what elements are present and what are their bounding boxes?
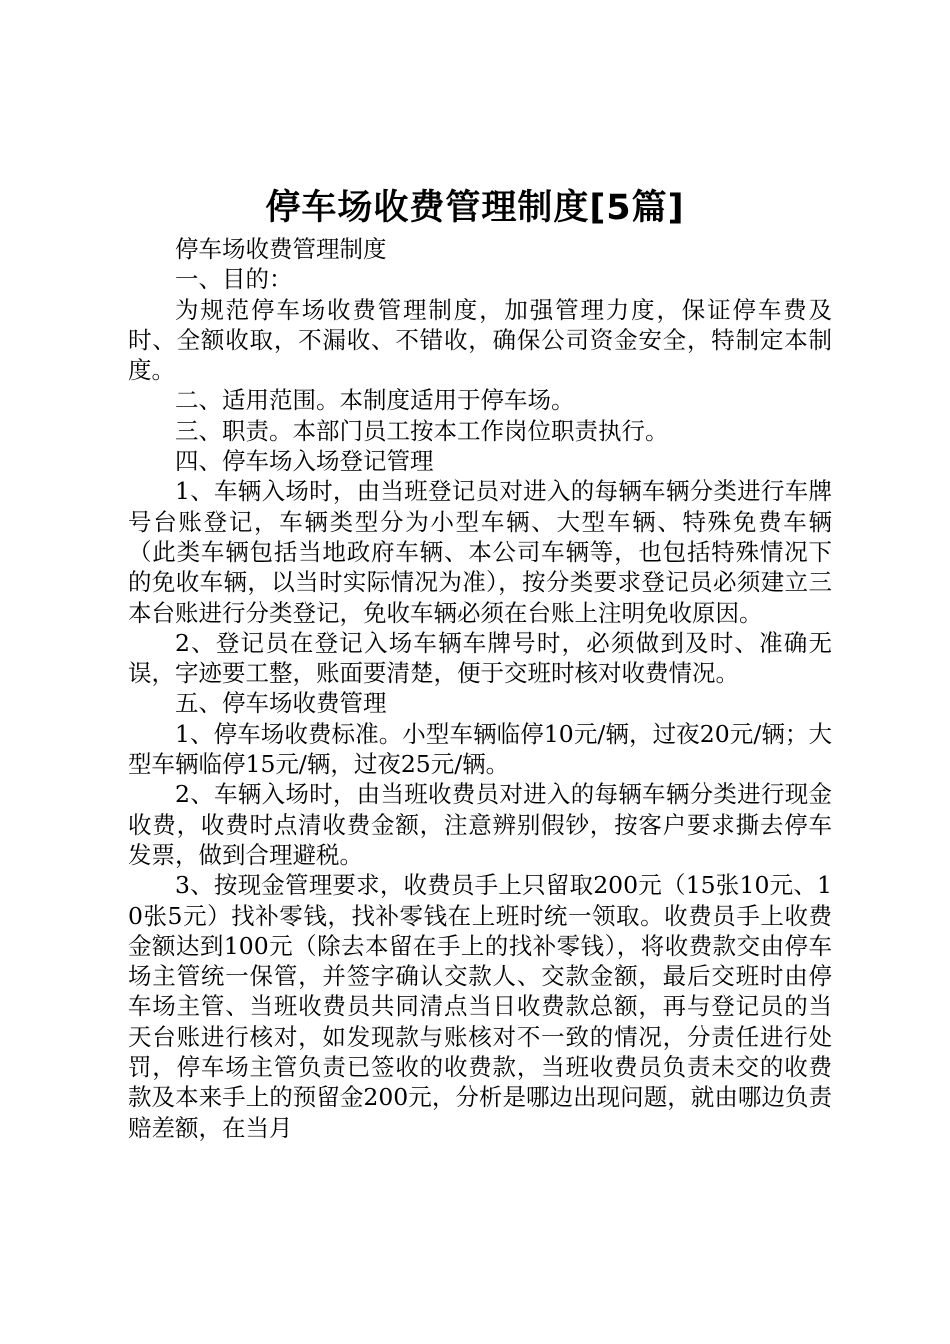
section-heading: 五、停车场收费管理 bbox=[175, 689, 387, 718]
body-paragraph: 2、登记员在登记入场车辆车牌号时，必须做到及时、准确无误，字迹要工整，账面要清楚，便于交班时核对收费情况。 bbox=[128, 628, 832, 688]
document-title: 停车场收费管理制度[5篇] bbox=[265, 188, 685, 228]
body-paragraph: 1、停车场收费标准。小型车辆临停10元/辆，过夜20元/辆；大型车辆临停15元/辆，过夜25元/辆。 bbox=[128, 719, 832, 779]
section-heading: 停车场收费管理制度 bbox=[175, 235, 387, 263]
body-paragraph: 为规范停车场收费管理制度，加强管理力度，保证停车费及时、全额收取，不漏收、不错收，确保公司资金安全，特制定本制度。 bbox=[128, 295, 832, 385]
body-paragraph: 1、车辆入场时，由当班登记员对进入的每辆车辆分类进行车牌号台账登记，车辆类型分为小型车辆、大型车辆、特殊免费车辆（此类车辆包括当地政府车辆、本公司车辆等，也包括特殊情况下的免收车辆，以当时实际情况为准），按分类要求登记员必须建立三本台账进行分类登记，免收车辆必须在台账上注明免收原因。 bbox=[128, 477, 832, 627]
section-heading: 一、目的： bbox=[175, 265, 293, 294]
document-body bbox=[128, 234, 832, 1143]
section-heading: 三、职责。本部门员工按本工作岗位职责执行。 bbox=[175, 416, 669, 445]
section-heading: 二、适用范围。本制度适用于停车场。 bbox=[175, 386, 575, 415]
section-heading: 四、停车场入场登记管理 bbox=[175, 447, 434, 476]
body-paragraph: 3、按现金管理要求，收费员手上只留取200元（15张10元、10张5元）找补零钱，找补零钱在上班时统一领取。收费员手上收费金额达到100元（除去本留在手上的找补零钱），将收费款交由停车场主管统一保管，并签字确认交款人、交款金额，最后交班时由停车场主管、当班收费员共同清点当日收费款总额，再与登记员的当天台账进行核对，如发现款与账核对不一致的情况，分责任进行处罚，停车场主管负责已签收的收费款，当班收费员负责未交的收费款及本来手上的预留金200元，分析是哪边出现问题，就由哪边负责赔差额，在当月 bbox=[128, 871, 832, 1142]
body-paragraph: 2、车辆入场时，由当班收费员对进入的每辆车辆分类进行现金收费，收费时点清收费金额，注意辨别假钞，按客户要求撕去停车发票，做到合理避税。 bbox=[128, 780, 832, 869]
